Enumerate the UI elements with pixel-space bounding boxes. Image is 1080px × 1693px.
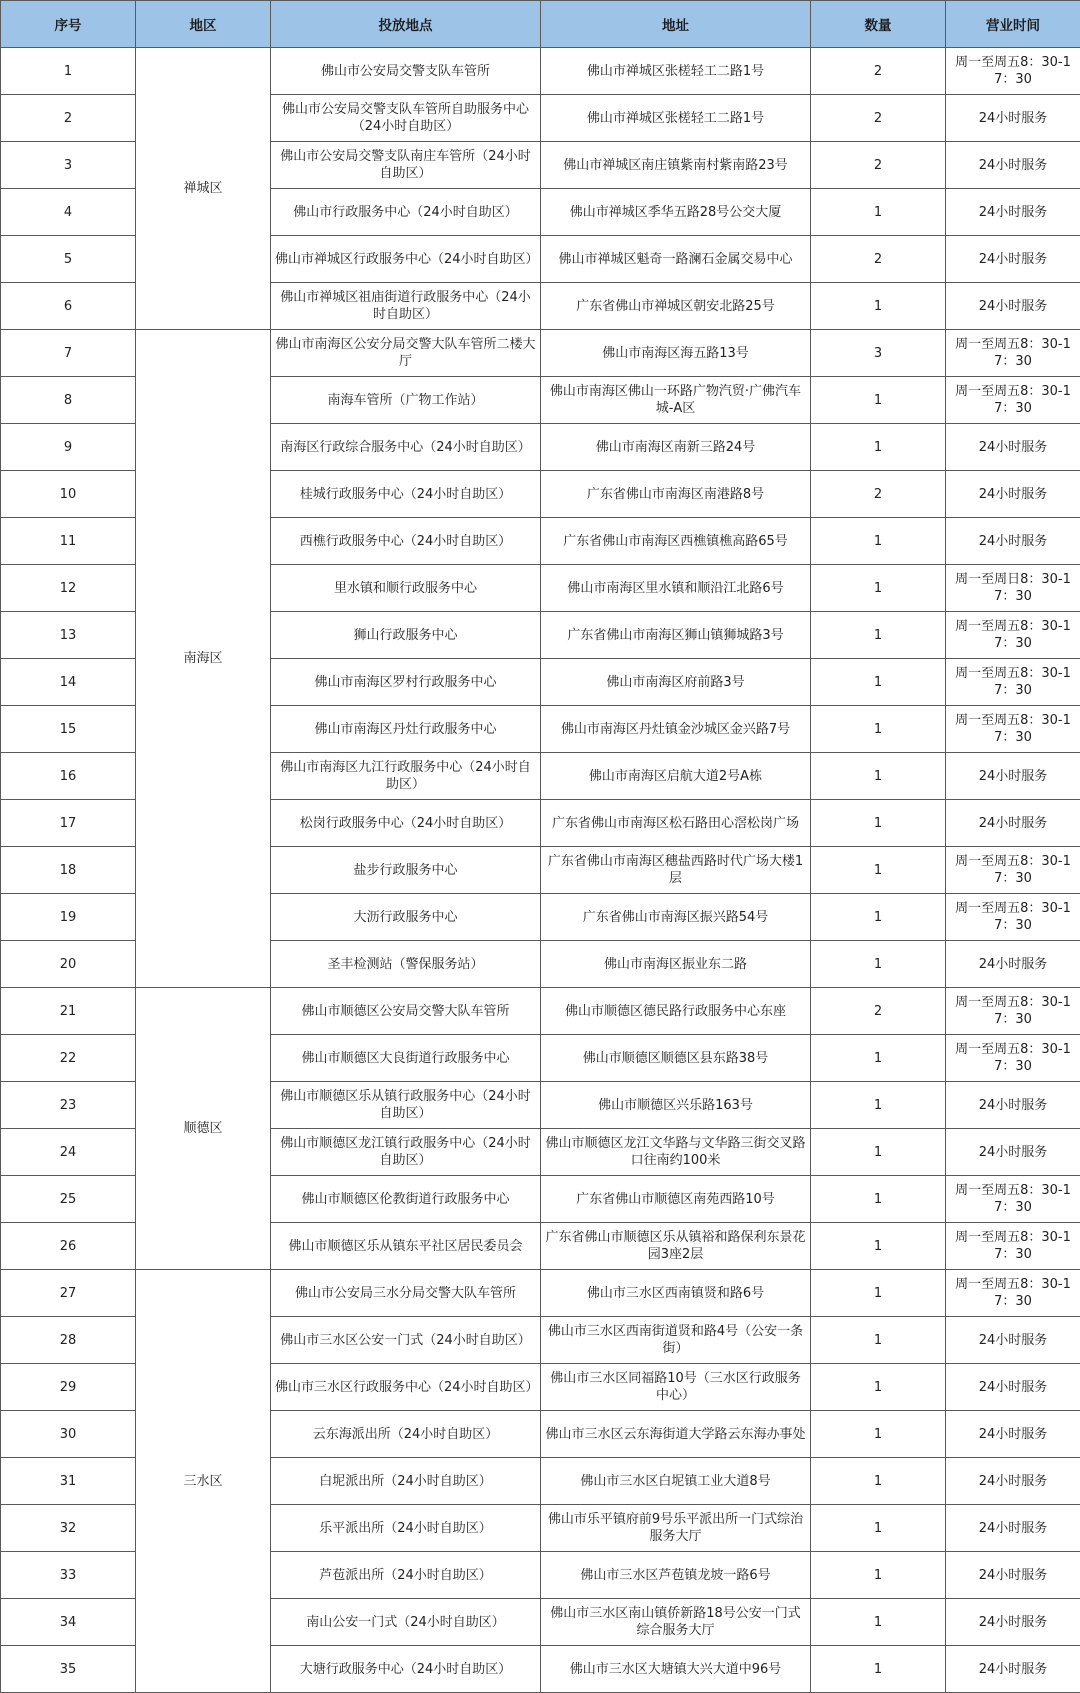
cell-serial: 28 [1,1317,136,1364]
cell-serial: 34 [1,1599,136,1646]
cell-serial: 19 [1,894,136,941]
cell-address: 广东省佛山市顺德区南苑西路10号 [541,1176,811,1223]
cell-address: 佛山市南海区丹灶镇金沙城区金兴路7号 [541,706,811,753]
cell-location: 盐步行政服务中心 [271,847,541,894]
cell-quantity: 1 [811,1035,946,1082]
cell-quantity: 3 [811,330,946,377]
cell-quantity: 2 [811,236,946,283]
cell-quantity: 1 [811,659,946,706]
cell-address: 佛山市禅城区季华五路28号公交大厦 [541,189,811,236]
cell-hours: 周一至周日8：30-17：30 [946,565,1080,612]
cell-location: 西樵行政服务中心（24小时自助区） [271,518,541,565]
cell-serial: 8 [1,377,136,424]
cell-quantity: 1 [811,1176,946,1223]
cell-quantity: 1 [811,518,946,565]
cell-address: 佛山市禅城区南庄镇紫南村紫南路23号 [541,142,811,189]
cell-hours: 24小时服务 [946,1411,1080,1458]
cell-address: 佛山市禅城区魁奇一路澜石金属交易中心 [541,236,811,283]
cell-hours: 周一至周五8：30-17：30 [946,1223,1080,1270]
header-location: 投放地点 [271,1,541,48]
cell-location: 佛山市顺德区龙江镇行政服务中心（24小时自助区） [271,1129,541,1176]
cell-address: 广东省佛山市南海区狮山镇狮城路3号 [541,612,811,659]
cell-location: 南海区行政综合服务中心（24小时自助区） [271,424,541,471]
cell-serial: 35 [1,1646,136,1693]
cell-hours: 周一至周五8：30-17：30 [946,330,1080,377]
cell-location: 圣丰检测站（警保服务站） [271,941,541,988]
cell-location: 佛山市行政服务中心（24小时自助区） [271,189,541,236]
cell-serial: 1 [1,48,136,95]
cell-quantity: 1 [811,800,946,847]
cell-quantity: 1 [811,1411,946,1458]
cell-location: 大塘行政服务中心（24小时自助区） [271,1646,541,1693]
cell-location: 桂城行政服务中心（24小时自助区） [271,471,541,518]
cell-serial: 5 [1,236,136,283]
cell-location: 佛山市公安局交警支队车管所自助服务中心（24小时自助区） [271,95,541,142]
cell-address: 佛山市三水区南山镇侨新路18号公安一门式综合服务大厅 [541,1599,811,1646]
cell-hours: 24小时服务 [946,941,1080,988]
cell-address: 佛山市乐平镇府前9号乐平派出所一门式综治服务大厅 [541,1505,811,1552]
cell-serial: 22 [1,1035,136,1082]
cell-quantity: 1 [811,1646,946,1693]
cell-serial: 11 [1,518,136,565]
cell-location: 白坭派出所（24小时自助区） [271,1458,541,1505]
cell-address: 广东省佛山市南海区穗盐西路时代广场大楼1层 [541,847,811,894]
cell-serial: 26 [1,1223,136,1270]
cell-location: 佛山市禅城区行政服务中心（24小时自助区） [271,236,541,283]
cell-address: 广东省佛山市南海区松石路田心滘松岗广场 [541,800,811,847]
cell-address: 佛山市顺德区德民路行政服务中心东座 [541,988,811,1035]
header-quantity: 数量 [811,1,946,48]
cell-serial: 3 [1,142,136,189]
header-serial: 序号 [1,1,136,48]
cell-quantity: 1 [811,894,946,941]
cell-location: 佛山市禅城区祖庙街道行政服务中心（24小时自助区） [271,283,541,330]
cell-hours: 24小时服务 [946,800,1080,847]
cell-address: 佛山市三水区同福路10号（三水区行政服务中心） [541,1364,811,1411]
cell-hours: 24小时服务 [946,1129,1080,1176]
cell-hours: 24小时服务 [946,424,1080,471]
cell-serial: 10 [1,471,136,518]
cell-hours: 周一至周五8：30-17：30 [946,1176,1080,1223]
cell-hours: 24小时服务 [946,95,1080,142]
cell-hours: 24小时服务 [946,1364,1080,1411]
cell-serial: 33 [1,1552,136,1599]
cell-serial: 24 [1,1129,136,1176]
cell-hours: 周一至周五8：30-17：30 [946,706,1080,753]
cell-region: 顺德区 [136,988,271,1270]
cell-quantity: 2 [811,95,946,142]
cell-hours: 24小时服务 [946,1552,1080,1599]
cell-address: 佛山市南海区府前路3号 [541,659,811,706]
cell-serial: 15 [1,706,136,753]
cell-address: 佛山市顺德区兴乐路163号 [541,1082,811,1129]
cell-serial: 4 [1,189,136,236]
cell-address: 佛山市南海区振业东二路 [541,941,811,988]
cell-location: 里水镇和顺行政服务中心 [271,565,541,612]
cell-address: 广东省佛山市南海区南港路8号 [541,471,811,518]
cell-address: 广东省佛山市南海区振兴路54号 [541,894,811,941]
cell-hours: 周一至周五8：30-17：30 [946,847,1080,894]
cell-quantity: 1 [811,1082,946,1129]
table-row [1,48,1080,95]
cell-quantity: 1 [811,1364,946,1411]
cell-hours: 周一至周五8：30-17：30 [946,1035,1080,1082]
cell-hours: 24小时服务 [946,189,1080,236]
cell-quantity: 2 [811,988,946,1035]
cell-address: 广东省佛山市顺德区乐从镇裕和路保利东景花园3座2层 [541,1223,811,1270]
cell-hours: 24小时服务 [946,283,1080,330]
cell-quantity: 2 [811,471,946,518]
cell-quantity: 1 [811,424,946,471]
cell-serial: 12 [1,565,136,612]
cell-location: 佛山市公安局交警支队南庄车管所（24小时自助区） [271,142,541,189]
cell-quantity: 1 [811,1552,946,1599]
cell-serial: 25 [1,1176,136,1223]
cell-address: 佛山市南海区海五路13号 [541,330,811,377]
cell-quantity: 1 [811,1317,946,1364]
header-region: 地区 [136,1,271,48]
cell-serial: 32 [1,1505,136,1552]
cell-location: 佛山市顺德区大良街道行政服务中心 [271,1035,541,1082]
cell-quantity: 1 [811,941,946,988]
cell-location: 佛山市南海区公安分局交警大队车管所二楼大厅 [271,330,541,377]
cell-hours: 24小时服务 [946,1646,1080,1693]
table-row [1,1270,1080,1317]
table-row [1,988,1080,1035]
cell-hours: 24小时服务 [946,753,1080,800]
cell-hours: 24小时服务 [946,1599,1080,1646]
cell-serial: 20 [1,941,136,988]
cell-quantity: 1 [811,189,946,236]
cell-quantity: 1 [811,706,946,753]
cell-location: 佛山市南海区九江行政服务中心（24小时自助区） [271,753,541,800]
cell-location: 佛山市三水区行政服务中心（24小时自助区） [271,1364,541,1411]
cell-hours: 24小时服务 [946,236,1080,283]
cell-address: 佛山市三水区西南街道贤和路4号（公安一条街） [541,1317,811,1364]
cell-address: 佛山市南海区佛山一环路广物汽贸·广佛汽车城-A区 [541,377,811,424]
cell-location: 佛山市公安局三水分局交警大队车管所 [271,1270,541,1317]
cell-location: 佛山市顺德区乐从镇东平社区居民委员会 [271,1223,541,1270]
cell-quantity: 1 [811,612,946,659]
cell-address: 佛山市顺德区顺德区县东路38号 [541,1035,811,1082]
cell-quantity: 1 [811,565,946,612]
cell-location: 芦苞派出所（24小时自助区） [271,1552,541,1599]
cell-address: 佛山市三水区西南镇贤和路6号 [541,1270,811,1317]
cell-serial: 23 [1,1082,136,1129]
cell-quantity: 1 [811,847,946,894]
cell-hours: 周一至周五8：30-17：30 [946,48,1080,95]
cell-region: 三水区 [136,1270,271,1693]
cell-quantity: 2 [811,48,946,95]
cell-hours: 周一至周五8：30-17：30 [946,377,1080,424]
cell-address: 佛山市禅城区张槎轻工二路1号 [541,95,811,142]
cell-hours: 周一至周五8：30-17：30 [946,988,1080,1035]
cell-quantity: 1 [811,1458,946,1505]
cell-serial: 31 [1,1458,136,1505]
cell-serial: 6 [1,283,136,330]
cell-address: 佛山市南海区启航大道2号A栋 [541,753,811,800]
cell-address: 佛山市三水区大塘镇大兴大道中96号 [541,1646,811,1693]
cell-hours: 24小时服务 [946,1458,1080,1505]
cell-serial: 30 [1,1411,136,1458]
cell-serial: 14 [1,659,136,706]
cell-serial: 17 [1,800,136,847]
table-header-row [1,1,1080,48]
cell-address: 广东省佛山市禅城区朝安北路25号 [541,283,811,330]
cell-location: 佛山市公安局交警支队车管所 [271,48,541,95]
table-body [1,48,1080,1693]
cell-hours: 周一至周五8：30-17：30 [946,659,1080,706]
cell-location: 佛山市三水区公安一门式（24小时自助区） [271,1317,541,1364]
cell-serial: 13 [1,612,136,659]
cell-quantity: 1 [811,1129,946,1176]
cell-quantity: 1 [811,377,946,424]
cell-location: 佛山市南海区罗村行政服务中心 [271,659,541,706]
cell-hours: 24小时服务 [946,1317,1080,1364]
cell-address: 佛山市南海区里水镇和顺沿江北路6号 [541,565,811,612]
cell-location: 南山公安一门式（24小时自助区） [271,1599,541,1646]
cell-location: 佛山市顺德区乐从镇行政服务中心（24小时自助区） [271,1082,541,1129]
cell-serial: 27 [1,1270,136,1317]
cell-serial: 7 [1,330,136,377]
cell-location: 狮山行政服务中心 [271,612,541,659]
cell-quantity: 1 [811,753,946,800]
cell-hours: 24小时服务 [946,1505,1080,1552]
cell-location: 大沥行政服务中心 [271,894,541,941]
cell-address: 广东省佛山市南海区西樵镇樵高路65号 [541,518,811,565]
cell-serial: 21 [1,988,136,1035]
cell-hours: 24小时服务 [946,471,1080,518]
header-hours: 营业时间 [946,1,1080,48]
cell-quantity: 1 [811,1599,946,1646]
cell-hours: 周一至周五8：30-17：30 [946,894,1080,941]
cell-location: 佛山市顺德区公安局交警大队车管所 [271,988,541,1035]
cell-serial: 16 [1,753,136,800]
cell-quantity: 1 [811,1223,946,1270]
cell-location: 云东海派出所（24小时自助区） [271,1411,541,1458]
cell-serial: 9 [1,424,136,471]
cell-address: 佛山市南海区南新三路24号 [541,424,811,471]
table-row [1,330,1080,377]
cell-location: 佛山市南海区丹灶行政服务中心 [271,706,541,753]
header-address: 地址 [541,1,811,48]
cell-hours: 24小时服务 [946,142,1080,189]
cell-serial: 18 [1,847,136,894]
cell-address: 佛山市三水区云东海街道大学路云东海办事处 [541,1411,811,1458]
cell-region: 禅城区 [136,48,271,330]
cell-quantity: 1 [811,283,946,330]
cell-hours: 24小时服务 [946,1082,1080,1129]
cell-hours: 周一至周五8：30-17：30 [946,1270,1080,1317]
cell-hours: 24小时服务 [946,518,1080,565]
cell-hours: 周一至周五8：30-17：30 [946,612,1080,659]
cell-quantity: 2 [811,142,946,189]
cell-location: 佛山市顺德区伦教街道行政服务中心 [271,1176,541,1223]
cell-serial: 2 [1,95,136,142]
cell-serial: 29 [1,1364,136,1411]
cell-address: 佛山市三水区芦苞镇龙坡一路6号 [541,1552,811,1599]
cell-region: 南海区 [136,330,271,988]
cell-address: 佛山市禅城区张槎轻工二路1号 [541,48,811,95]
cell-location: 松岗行政服务中心（24小时自助区） [271,800,541,847]
cell-location: 乐平派出所（24小时自助区） [271,1505,541,1552]
cell-location: 南海车管所（广物工作站） [271,377,541,424]
cell-address: 佛山市顺德区龙江文华路与文华路三街交叉路口往南约100米 [541,1129,811,1176]
cell-address: 佛山市三水区白坭镇工业大道8号 [541,1458,811,1505]
cell-quantity: 1 [811,1270,946,1317]
cell-quantity: 1 [811,1505,946,1552]
